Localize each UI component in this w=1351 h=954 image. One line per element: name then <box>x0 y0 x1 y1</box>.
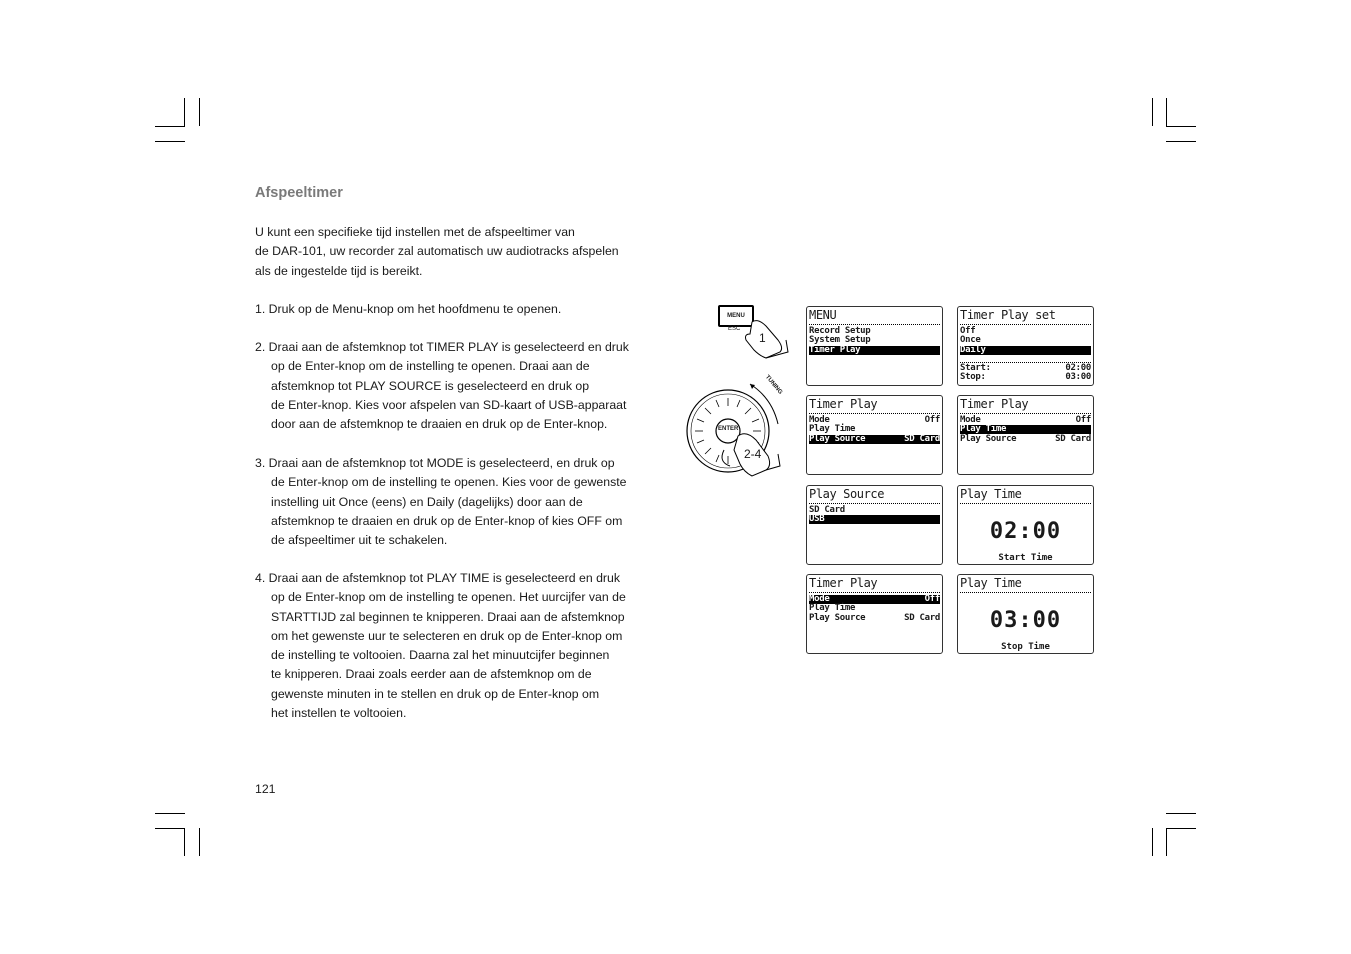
step-line: te knipperen. Draai zoals eerder aan de afstemknop om de <box>271 667 592 682</box>
lcd-row: System Setup <box>809 335 871 345</box>
crop-mark <box>1166 141 1196 142</box>
lcd-screen-play-source <box>806 485 943 565</box>
step-line: de Enter-knop. Kies voor afspelen van SD-kaart of USB-apparaat <box>271 397 627 412</box>
crop-mark <box>1166 98 1167 126</box>
lcd-header: Timer Play set <box>960 308 1056 322</box>
step-line: de instelling te voltooien. Daarna zal het minuutcijfer beginnen <box>271 648 610 663</box>
lcd-row: Play Time <box>809 603 856 613</box>
lcd-row: SD Card <box>809 505 845 515</box>
lcd-screen-menu <box>806 306 943 386</box>
lcd-divider <box>809 413 940 414</box>
lcd-row: Play Source SD Card <box>809 613 940 623</box>
lcd-row: Play Time <box>809 424 856 434</box>
lcd-footer: Start Time <box>998 553 1053 563</box>
lcd-screen-timer-play-set <box>957 306 1094 386</box>
step-2 <box>255 338 629 434</box>
lcd-row: Off <box>960 326 976 336</box>
lcd-header: Play Time <box>960 576 1022 590</box>
lcd-screen-timer-play <box>806 574 943 654</box>
step-line: STARTTIJD zal beginnen te knipperen. Draai aan de afstemknop <box>271 609 625 624</box>
lcd-divider <box>960 592 1091 593</box>
lcd-time-value: 03:00 <box>989 608 1062 633</box>
lcd-header: Timer Play <box>960 397 1029 411</box>
lcd-row-selected: Play Source SD Card <box>809 434 940 444</box>
lcd-divider <box>809 503 940 504</box>
crop-mark <box>155 141 185 142</box>
lcd-screen-play-time-stop <box>957 574 1094 654</box>
step-line: het instellen te voltooien. <box>271 706 407 721</box>
step-3 <box>255 454 626 550</box>
lcd-header: Timer Play <box>809 397 878 411</box>
crop-mark <box>155 813 185 814</box>
lcd-screen-play-time-start <box>957 485 1094 565</box>
lcd-row-selected: Timer Play <box>809 346 940 355</box>
step-1-marker: 1 <box>759 331 766 345</box>
step-line: door aan de afstemknop te draaien en druk op de Enter-knop. <box>271 417 608 432</box>
section-heading: Afspeeltimer <box>255 185 343 201</box>
tuning-label: TUNING <box>763 374 784 396</box>
crop-mark <box>155 126 185 127</box>
lcd-row-selected: Play Time <box>960 425 1091 434</box>
lcd-divider <box>960 413 1091 414</box>
step-1 <box>255 300 561 319</box>
step-line: op de Enter-knop om de instelling te openen. Het uurcijfer van de <box>271 590 626 605</box>
step-line: 3. Draai aan de afstemknop tot MODE is geselecteerd, en druk op <box>255 456 615 470</box>
crop-mark <box>184 98 185 126</box>
lcd-row: Mode Off <box>960 415 1091 425</box>
step-line: gewenste minuten in te stellen en druk op de Enter-knop om <box>271 686 600 701</box>
lcd-row-selected: Daily <box>960 346 1091 355</box>
lcd-header: MENU <box>809 308 837 322</box>
lcd-header: Play Source <box>809 487 885 501</box>
step-line: 2. Draai aan de afstemknop tot TIMER PLAY is geselecteerd en druk <box>255 340 629 354</box>
crop-mark <box>1166 813 1196 814</box>
step-line: om het gewenste uur te selecteren en druk op de Enter-knop om <box>271 628 623 643</box>
crop-mark <box>1166 828 1196 829</box>
lcd-row: Record Setup <box>809 326 871 336</box>
step-line: de afspeeltimer uit te schakelen. <box>271 533 448 548</box>
intro-line: U kunt een specifieke tijd instellen met de afspeeltimer van <box>255 225 575 239</box>
lcd-footer: Stop Time <box>1001 642 1050 652</box>
lcd-screen-timer-play <box>806 395 943 475</box>
crop-mark <box>199 828 200 856</box>
crop-mark <box>1152 98 1153 126</box>
lcd-divider <box>960 503 1091 504</box>
crop-mark <box>1152 828 1153 856</box>
lcd-divider <box>809 592 940 593</box>
device-illustration <box>680 300 800 500</box>
crop-mark <box>1166 828 1167 856</box>
page-number: 121 <box>255 782 276 796</box>
lcd-header: Play Time <box>960 487 1022 501</box>
menu-button: MENU <box>718 305 754 327</box>
intro-paragraph <box>255 223 619 281</box>
lcd-row: Mode Off <box>809 415 940 425</box>
step-line: 4. Draai aan de afstemknop tot PLAY TIME is geselecteerd en druk <box>255 571 621 585</box>
intro-line: de DAR-101, uw recorder zal automatisch uw audiotracks afspelen <box>255 244 619 259</box>
step-line: afstemknop te draaien en druk op de Enter-knop of kies OFF om <box>271 513 623 528</box>
esc-label: ESC <box>728 326 741 332</box>
lcd-row-selected: Mode Off <box>809 594 940 604</box>
crop-mark <box>1166 126 1196 127</box>
intro-line: als de ingestelde tijd is bereikt. <box>255 263 423 278</box>
crop-mark <box>184 828 185 856</box>
step-line: afstemknop tot PLAY SOURCE is geselecteerd en druk op <box>271 378 590 393</box>
lcd-divider <box>960 324 1091 325</box>
lcd-screen-timer-play <box>957 395 1094 475</box>
lcd-row: Play Source SD Card <box>960 434 1091 444</box>
lcd-row: Once <box>960 335 981 345</box>
step-line: instelling uit Once (eens) en Daily (dagelijks) door aan de <box>271 494 583 509</box>
lcd-row-selected: USB <box>809 515 940 524</box>
step-line: de Enter-knop om de instelling te openen. Kies voor de gewenste <box>271 475 627 490</box>
step-4 <box>255 569 626 723</box>
crop-mark <box>155 828 185 829</box>
step-line: op de Enter-knop om de instelling te openen. Draai aan de <box>271 359 590 374</box>
crop-mark <box>199 98 200 126</box>
lcd-divider <box>809 324 940 325</box>
enter-label: ENTER <box>718 426 739 432</box>
lcd-header: Timer Play <box>809 576 878 590</box>
step-line: 1. Druk op de Menu-knop om het hoofdmenu te openen. <box>255 302 562 316</box>
step-2-4-marker: 2-4 <box>744 447 762 461</box>
lcd-time-value: 02:00 <box>989 519 1062 544</box>
lcd-row: Stop: 03:00 <box>960 372 1091 382</box>
lcd-row: Start: 02:00 <box>960 363 1091 373</box>
